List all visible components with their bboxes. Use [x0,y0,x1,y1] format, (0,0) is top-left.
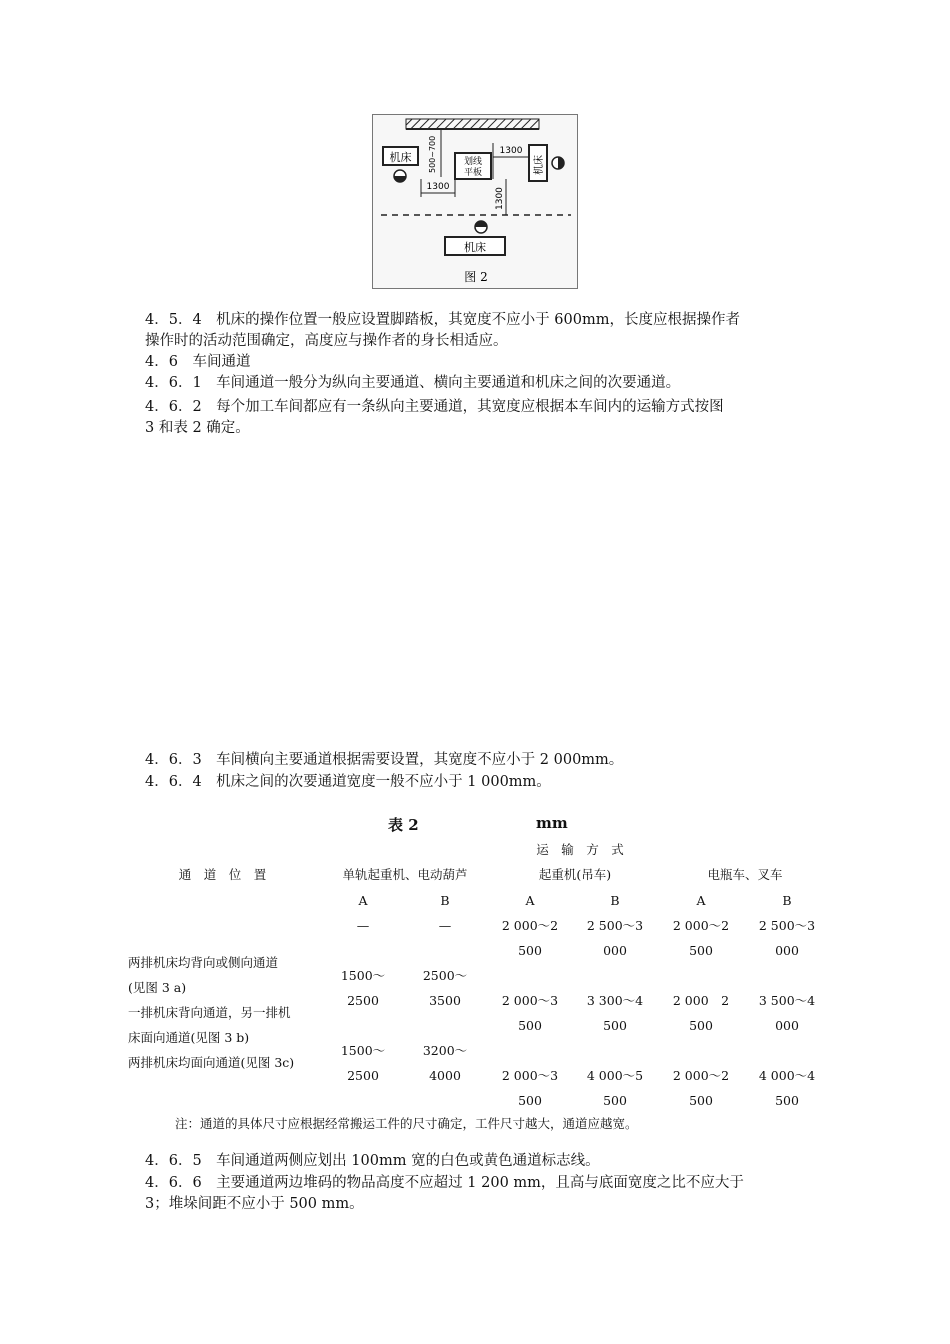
table-cell: 4 000～5 [586,1068,644,1083]
section-heading: 4．6 车间通道 [145,354,251,370]
table-cell: 000 [603,943,627,958]
paragraph-line: 4．5．4 机床的操作位置一般应设置脚踏板，其宽度不应小于 600mm，长度应根据操作者 [145,312,740,328]
table-cell: 4000 [429,1068,461,1083]
table-unit: mm [536,814,568,832]
table-cell: 000 [775,1018,799,1033]
table-cell: 500 [518,1018,542,1033]
paragraph-line: 4．6．1 车间通道一般分为纵向主要通道、横向主要通道和机床之间的次要通道。 [145,375,681,391]
table-cell: 500 [603,1093,627,1108]
table-cell: 500 [518,943,542,958]
row-label: 一排机床背向通道，另一排机 [128,1005,291,1020]
table-cell: — [356,918,370,933]
paragraph-4-6-1 [145,373,815,394]
svg-text:平板: 平板 [463,168,483,178]
table-cell: 000 [775,943,799,958]
table-cell: 1500～ [340,1043,386,1058]
dim-1300-vert: 1300 [495,187,505,210]
workshop-layout-diagram [373,115,579,290]
subheader: B [440,893,450,908]
table-cell: 2 000～2 [672,1068,730,1083]
header-position: 通 道 位 置 [178,867,267,882]
table-cell: 2500 [347,1068,379,1083]
table-cell: 2500 [347,993,379,1008]
table-cell: — [438,918,452,933]
table-cell: 3 300～4 [586,993,644,1008]
table-cell: 2 000～2 [501,918,559,933]
machine-bottom-label: 机床 [464,241,486,254]
paragraph-4-6-2 [145,397,815,439]
table-title: 表 2 [388,816,419,834]
figure-caption: 图 2 [464,270,488,284]
svg-text:划线: 划线 [463,157,483,167]
table-cell: 1500～ [340,968,386,983]
paragraph-line: 4．6．4 机床之间的次要通道宽度一般不应小于 1 000mm。 [145,774,551,790]
table-cell: 2 000～3 [501,993,559,1008]
table-cell: 2 000 2 [672,993,730,1008]
table-cell: 2 000～3 [501,1068,559,1083]
subheader: A [358,893,368,908]
table-cell: 3 500～4 [758,993,816,1008]
paragraph-line: 3 和表 2 确定。 [145,420,250,436]
table-note: 注：通道的具体尺寸应根据经常搬运工件的尺寸确定，工件尺寸越大，通道应越宽。 [175,1116,638,1131]
table-cell: 2 500～3 [586,918,644,933]
wall-hatch [406,119,539,129]
row-label: (见图 3 a) [128,980,187,995]
table-cell: 500 [689,1093,713,1108]
machine-left-label: 机床 [389,151,412,164]
table-cell: 2 000～2 [672,918,730,933]
header-group-forklift: 电瓶车、叉车 [707,867,783,882]
subheader: A [696,893,706,908]
paragraph-4-6-3 [145,750,815,771]
row-label: 床面向通道(见图 3 b) [128,1030,250,1045]
paragraph-line: 3；堆垛间距不应小于 500 mm。 [145,1196,364,1212]
table-cell: 2500～ [422,968,468,983]
subheader: B [610,893,620,908]
header-group-monorail: 单轨起重机、电动葫芦 [342,867,468,882]
paragraph-line: 4．6．5 车间通道两侧应划出 100mm 宽的白色或黄色通道标志线。 [145,1153,600,1169]
paragraph-4-6-6 [145,1173,815,1215]
table-cell: 4 000～4 [758,1068,816,1083]
subheader: B [782,893,792,908]
machine-right-label: 机床 [534,155,545,175]
table-cell: 500 [689,943,713,958]
row-label: 两排机床均背向或侧向通道 [128,955,279,970]
paragraph-4-6-5 [145,1151,815,1172]
paragraph-line: 4．6．6 主要通道两边堆码的物品高度不应超过 1 200 mm，且高与底面宽度之比不应大于 [145,1175,744,1191]
table-cell: 500 [518,1093,542,1108]
table-cell: 500 [775,1093,799,1108]
paragraph-line: 操作时的活动范围确定，高度应与操作者的身长相适应。 [145,333,508,349]
dim-1300-mid: 1300 [426,182,450,192]
table-cell: 3500 [429,993,461,1008]
figure-2 [372,114,578,289]
table-cell: 2 500～3 [758,918,816,933]
dim-1300-top: 1300 [499,146,523,156]
paragraph-4-6-4 [145,772,815,793]
paragraph-line: 4．6．3 车间横向主要通道根据需要设置，其宽度不应小于 2 000mm。 [145,752,624,768]
row-label: 两排机床均面向通道(见图 3c) [128,1055,295,1070]
paragraph-4-5-4 [145,310,815,352]
heading-4-6 [145,352,815,373]
table-cell: 500 [603,1018,627,1033]
table-cell: 500 [689,1018,713,1033]
paragraph-line: 4．6．2 每个加工车间都应有一条纵向主要通道，其宽度应根据本车间内的运输方式按图 [145,399,724,415]
header-group-crane: 起重机(吊车) [538,867,612,882]
header-transport: 运 输 方 式 [536,842,624,857]
subheader: A [525,893,535,908]
dim-500-700: 500~700 [428,135,437,173]
table-cell: 3200～ [422,1043,468,1058]
